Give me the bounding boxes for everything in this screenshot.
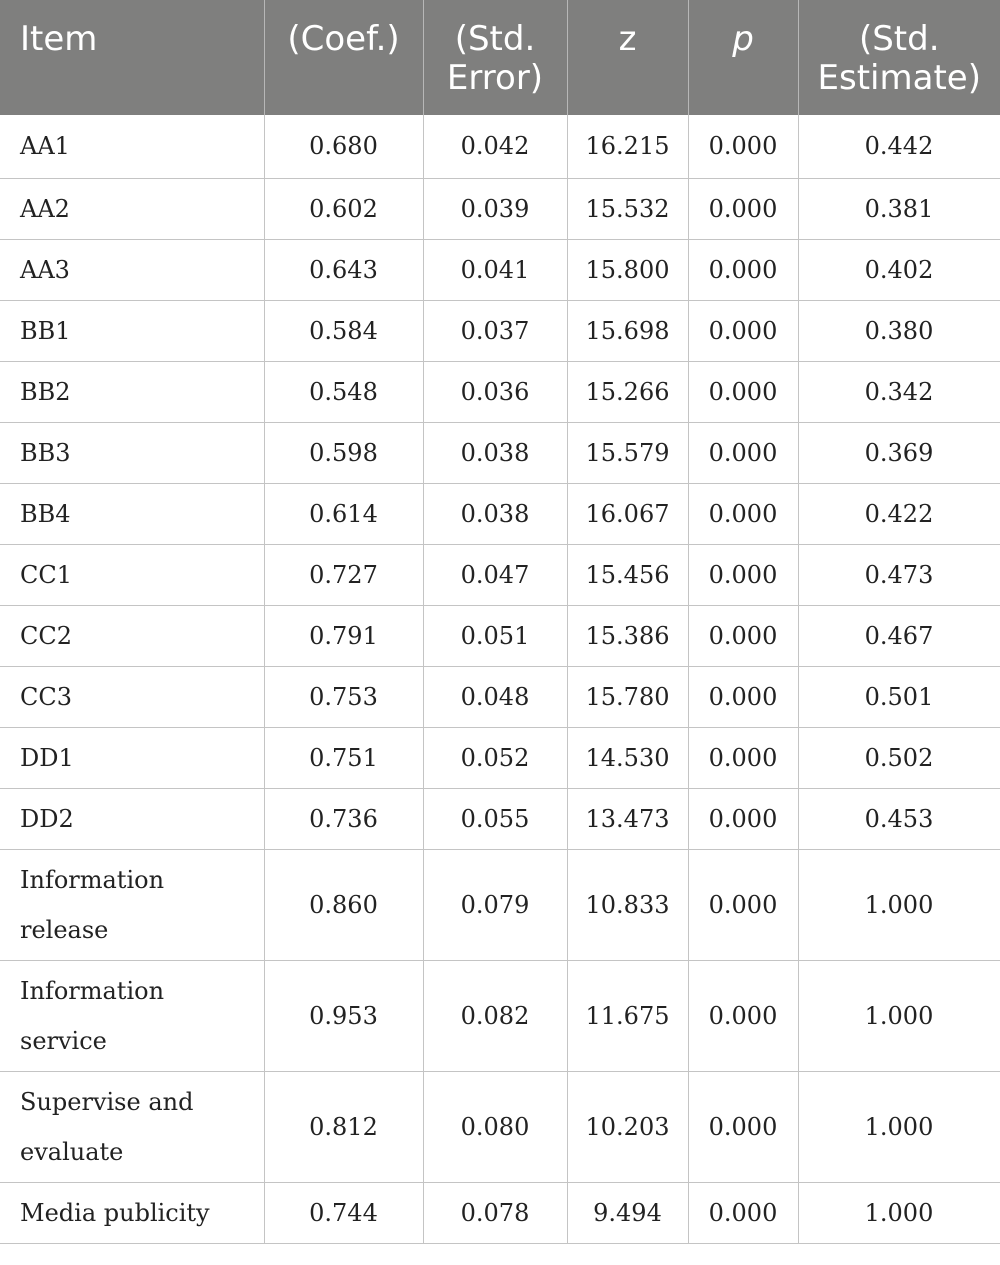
table-row: [0, 361, 1000, 422]
cell-item: Media publicity: [0, 1182, 264, 1243]
header-std-error: (Std. Error): [423, 0, 567, 115]
table-row: [0, 300, 1000, 361]
table-row: [0, 666, 1000, 727]
header-item: Item: [0, 0, 264, 115]
cell-coef: 0.598: [264, 422, 423, 483]
cell-z: 16.067: [567, 483, 688, 544]
table-row: [0, 1182, 1000, 1243]
cell-std-error: 0.052: [423, 727, 567, 788]
cell-std-estimate: 1.000: [798, 849, 1000, 960]
cell-p: 0.000: [688, 239, 798, 300]
cell-z: 15.579: [567, 422, 688, 483]
cell-z: 11.675: [567, 960, 688, 1071]
cell-coef: 0.744: [264, 1182, 423, 1243]
cell-p: 0.000: [688, 605, 798, 666]
cell-item: Supervise and evaluate: [0, 1071, 264, 1182]
cell-p: 0.000: [688, 422, 798, 483]
cell-std-estimate: 0.380: [798, 300, 1000, 361]
cell-std-estimate: 1.000: [798, 1182, 1000, 1243]
cell-std-error: 0.079: [423, 849, 567, 960]
cell-z: 16.215: [567, 115, 688, 178]
cell-std-estimate: 0.402: [798, 239, 1000, 300]
cell-std-estimate: 0.501: [798, 666, 1000, 727]
cell-item: Information release: [0, 849, 264, 960]
table-row: [0, 422, 1000, 483]
cell-coef: 0.753: [264, 666, 423, 727]
table-row: [0, 115, 1000, 178]
header-p: p: [688, 0, 798, 115]
cell-coef: 0.751: [264, 727, 423, 788]
cell-std-error: 0.080: [423, 1071, 567, 1182]
cell-z: 15.698: [567, 300, 688, 361]
cell-coef: 0.548: [264, 361, 423, 422]
table-row: [0, 483, 1000, 544]
cell-item: AA1: [0, 115, 264, 178]
cell-coef: 0.680: [264, 115, 423, 178]
cell-std-estimate: 0.473: [798, 544, 1000, 605]
cell-coef: 0.602: [264, 178, 423, 239]
cell-p: 0.000: [688, 115, 798, 178]
cell-std-error: 0.047: [423, 544, 567, 605]
cell-coef: 0.812: [264, 1071, 423, 1182]
cell-coef: 0.643: [264, 239, 423, 300]
cell-std-error: 0.082: [423, 960, 567, 1071]
cell-z: 13.473: [567, 788, 688, 849]
cell-std-error: 0.037: [423, 300, 567, 361]
header-row: [0, 0, 1000, 115]
cell-p: 0.000: [688, 666, 798, 727]
cell-coef: 0.791: [264, 605, 423, 666]
cell-item: BB2: [0, 361, 264, 422]
cell-z: 9.494: [567, 1182, 688, 1243]
cell-coef: 0.727: [264, 544, 423, 605]
cell-p: 0.000: [688, 788, 798, 849]
cell-z: 10.833: [567, 849, 688, 960]
cell-item: CC2: [0, 605, 264, 666]
cell-p: 0.000: [688, 1071, 798, 1182]
cell-coef: 0.953: [264, 960, 423, 1071]
cell-z: 15.532: [567, 178, 688, 239]
cell-p: 0.000: [688, 300, 798, 361]
table-row: [0, 1071, 1000, 1182]
cell-item: Information service: [0, 960, 264, 1071]
cell-item: AA2: [0, 178, 264, 239]
cell-z: 15.780: [567, 666, 688, 727]
cell-p: 0.000: [688, 960, 798, 1071]
cell-item: BB3: [0, 422, 264, 483]
cell-std-error: 0.055: [423, 788, 567, 849]
table-row: [0, 849, 1000, 960]
table-body: [0, 115, 1000, 1243]
cell-z: 14.530: [567, 727, 688, 788]
cell-z: 10.203: [567, 1071, 688, 1182]
cell-std-error: 0.042: [423, 115, 567, 178]
table-row: [0, 605, 1000, 666]
cell-z: 15.266: [567, 361, 688, 422]
cell-coef: 0.736: [264, 788, 423, 849]
cell-std-estimate: 0.502: [798, 727, 1000, 788]
cell-z: 15.456: [567, 544, 688, 605]
cell-p: 0.000: [688, 361, 798, 422]
cell-p: 0.000: [688, 1182, 798, 1243]
cell-std-estimate: 1.000: [798, 960, 1000, 1071]
header-std-estimate: (Std. Estimate): [798, 0, 1000, 115]
cell-z: 15.800: [567, 239, 688, 300]
cell-p: 0.000: [688, 178, 798, 239]
cell-p: 0.000: [688, 849, 798, 960]
cell-std-estimate: 1.000: [798, 1071, 1000, 1182]
header-coef: (Coef.): [264, 0, 423, 115]
cell-std-estimate: 0.369: [798, 422, 1000, 483]
cell-p: 0.000: [688, 483, 798, 544]
cell-std-error: 0.038: [423, 422, 567, 483]
cell-std-error: 0.036: [423, 361, 567, 422]
table-row: [0, 239, 1000, 300]
cell-coef: 0.584: [264, 300, 423, 361]
table-row: [0, 960, 1000, 1071]
cell-std-error: 0.039: [423, 178, 567, 239]
cell-coef: 0.860: [264, 849, 423, 960]
cell-item: DD2: [0, 788, 264, 849]
cell-p: 0.000: [688, 727, 798, 788]
header-z: z: [567, 0, 688, 115]
cell-coef: 0.614: [264, 483, 423, 544]
table-row: [0, 178, 1000, 239]
table-row: [0, 727, 1000, 788]
table-row: [0, 544, 1000, 605]
cell-std-estimate: 0.442: [798, 115, 1000, 178]
cell-std-estimate: 0.342: [798, 361, 1000, 422]
table-row: [0, 788, 1000, 849]
cell-item: BB1: [0, 300, 264, 361]
cell-std-error: 0.048: [423, 666, 567, 727]
cell-item: CC1: [0, 544, 264, 605]
cell-item: DD1: [0, 727, 264, 788]
cell-std-error: 0.038: [423, 483, 567, 544]
cell-z: 15.386: [567, 605, 688, 666]
cell-std-error: 0.051: [423, 605, 567, 666]
cell-std-error: 0.041: [423, 239, 567, 300]
cell-p: 0.000: [688, 544, 798, 605]
cell-std-estimate: 0.422: [798, 483, 1000, 544]
cell-item: AA3: [0, 239, 264, 300]
cell-std-estimate: 0.453: [798, 788, 1000, 849]
table-header: [0, 0, 1000, 115]
cell-item: CC3: [0, 666, 264, 727]
cell-std-error: 0.078: [423, 1182, 567, 1243]
cell-std-estimate: 0.467: [798, 605, 1000, 666]
cell-item: BB4: [0, 483, 264, 544]
cell-std-estimate: 0.381: [798, 178, 1000, 239]
